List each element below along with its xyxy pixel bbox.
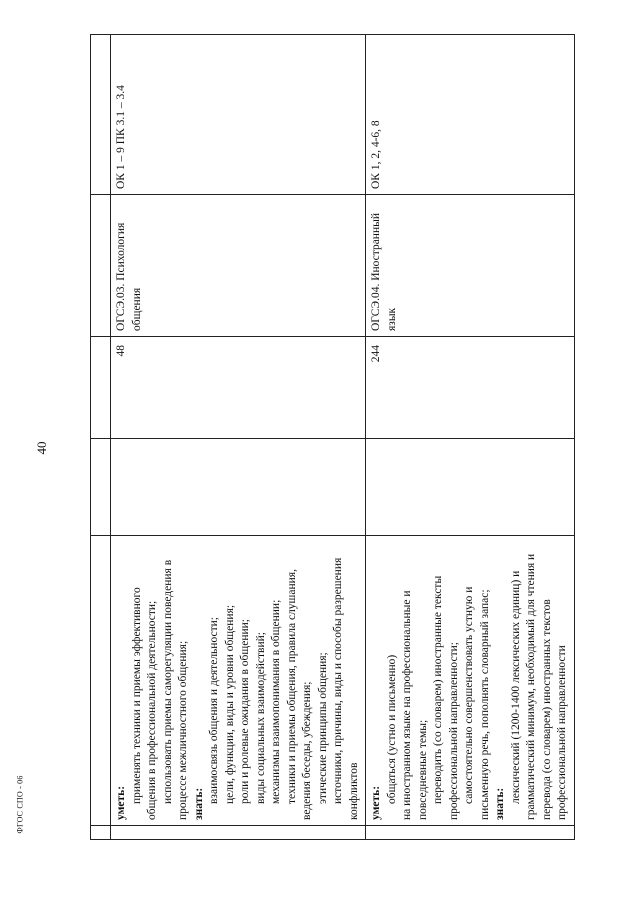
competencies-cell: ОК 1, 2, 4-6, 8 bbox=[366, 35, 575, 195]
discipline-name-cell: ОГСЭ.04. Иностранный язык bbox=[366, 195, 575, 337]
content-line: лексический (1200-1400 лексических единиц) и bbox=[509, 570, 522, 804]
content-line: источники, причины, виды и способы разрешения bbox=[332, 557, 344, 804]
blank-cell bbox=[366, 826, 575, 840]
content-cell bbox=[366, 536, 575, 826]
hours-cell: 244 bbox=[366, 337, 575, 439]
content-line: переводить (со словарем) иностранные тексты bbox=[432, 575, 444, 804]
content-line: самостоятельно совершенствовать устную и bbox=[463, 586, 475, 804]
content-line: этические принципы общения; bbox=[316, 652, 329, 804]
section-heading: знать: bbox=[192, 787, 205, 820]
content-line: взаимосвязь общения и деятельности; bbox=[208, 617, 220, 804]
section-heading: уметь: bbox=[370, 785, 382, 820]
content-line: механизмы взаимопонимания в общении; bbox=[270, 599, 282, 804]
content-line: перевода (со словарем) иностранных текстов bbox=[540, 599, 553, 820]
content-line: грамматический минимум, необходимый для чтения и bbox=[525, 553, 537, 820]
table-row bbox=[111, 35, 366, 840]
content-line: техники и приемы общения, правила слушания, bbox=[285, 569, 298, 804]
curriculum-table bbox=[90, 35, 568, 840]
section-heading: знать: bbox=[494, 787, 506, 820]
content-cell bbox=[111, 536, 366, 826]
table-row-top-stub bbox=[91, 35, 111, 840]
content-line: профессиональной направленности bbox=[556, 645, 568, 820]
content-line: письменную речь, пополнять словарный запас; bbox=[478, 589, 491, 820]
content-line: ведения беседы, убеждения; bbox=[301, 681, 313, 820]
content-line: использовать приемы саморегуляции поведения в bbox=[161, 559, 174, 804]
content-line: применять техники и приемы эффективного bbox=[130, 587, 143, 804]
content-line: конфликтов bbox=[347, 762, 360, 820]
content-line: профессиональной направленности; bbox=[447, 642, 460, 820]
content-line: виды социальных взаимодействий; bbox=[254, 632, 267, 804]
section-heading: уметь: bbox=[115, 785, 127, 820]
blank-cell bbox=[111, 439, 366, 536]
content-line: общаться (устно и письменно) bbox=[385, 654, 398, 804]
hours-cell: 48 bbox=[111, 337, 366, 439]
content-line: на иностранном языке на профессиональные и bbox=[401, 590, 413, 820]
blank-cell bbox=[111, 826, 366, 840]
table-row bbox=[366, 35, 575, 840]
content-line: общения в профессиональной деятельности; bbox=[146, 600, 158, 820]
blank-cell bbox=[366, 439, 575, 536]
page-number: 40 bbox=[34, 441, 49, 455]
content-line: повседневные темы; bbox=[416, 719, 429, 820]
competencies-cell: ОК 1 – 9 ПК 3.1 – 3.4 bbox=[111, 35, 366, 195]
content-line: цели, функции, виды и уровни общения; bbox=[223, 604, 236, 804]
content-line: роли и ролевые ожидания в общении; bbox=[239, 619, 251, 804]
discipline-name-cell: ОГСЭ.03. Психология общения bbox=[111, 195, 366, 337]
content-line: процессе межличностного общения; bbox=[177, 640, 189, 820]
footer-code: ФГОС СПО - 06 bbox=[15, 775, 25, 834]
